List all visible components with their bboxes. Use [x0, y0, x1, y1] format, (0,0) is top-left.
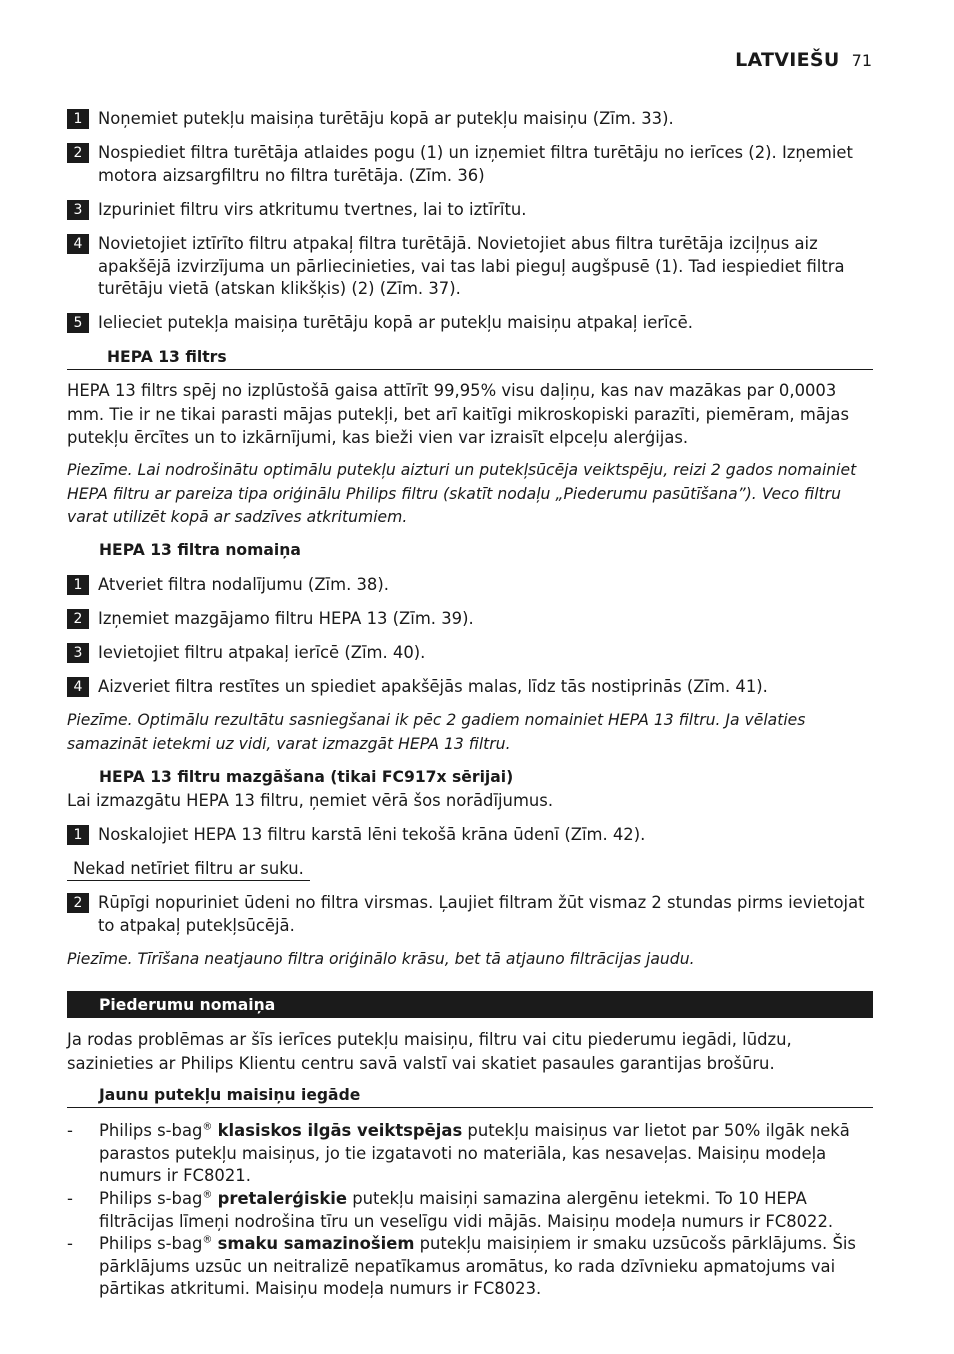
step-text: Novietojiet iztīrīto filtru atpakaļ filtra turētājā. Novietojiet abus filtra turētāja izciļņus aiz apakšējā izvirzījuma un pārliecinieties, vai tas labi pieguļ augšpusē (1). Tad iespiediet filtra turētāju vietā (atskan klikšķis) (2) (Zīm. 37).	[98, 234, 845, 298]
section-heading-replace: HEPA 13 filtra nomaiņa	[99, 541, 301, 559]
section-heading-bags: Jaunu putekļu maisiņu iegāde	[67, 1084, 873, 1108]
step-item	[67, 233, 873, 301]
step-number: 1	[67, 825, 89, 845]
step-item	[67, 676, 873, 699]
step-text: Ielieciet putekļa maisiņa turētāju kopā ar putekļu maisiņu atpakaļ ierīcē.	[98, 313, 693, 332]
step-text: Aizveriet filtra restītes un spiediet apakšējās malas, līdz tās nostiprinās (Zīm. 41).	[98, 677, 768, 696]
list-item	[67, 1233, 873, 1301]
page-number: 71	[851, 51, 872, 70]
step-item	[67, 642, 873, 665]
step-text: Noņemiet putekļu maisiņa turētāju kopā ar putekļu maisiņu (Zīm. 33).	[98, 109, 674, 128]
hepa-note: Piezīme. Lai nodrošinātu optimālu putekļu aizturi un putekļsūcēja veiktspēju, reizi 2 gados nomainiet HEPA filtru ar pareiza tipa oriģinālu Philips filtru (skatīt nodaļu „Piederumu pasūtīšana”). Veco filtru varat utilizēt kopā ar sadzīves atkritumiem.	[67, 461, 857, 526]
step-number: 2	[67, 143, 89, 163]
list-item-text: Philips s-bag® smaku samazinošiem putekļu maisiņiem ir smaku uzsūcošs pārklājums. Šis pārklājums uzsūc un neitralizē nepatīkamus aromātus, ko rada dzīvnieku apmatojums vai pārtikas atkritumi. Maisiņu modeļa numurs ir FC8023.	[99, 1234, 856, 1299]
wash-note: Piezīme. Tīrīšana neatjauno filtra oriģinālo krāsu, bet tā atjauno filtrācijas jaudu.	[67, 950, 695, 968]
list-item	[67, 1120, 873, 1188]
step-item	[67, 892, 873, 937]
hepa-description: HEPA 13 filtrs spēj no izplūstošā gaisa attīrīt 99,95% visu daļiņu, kas nav mazākas par 0,0003 mm. Tie ir ne tikai parasti mājas putekļi, bet arī kaitīgi mikroskopiski parazīti, piemēram, mājas putekļu ērcītes un to izkārnījumi, kas bieži vien var izraisīt elpceļu alerģijas.	[67, 381, 849, 447]
section-bar-accessories: Piederumu nomaiņa	[67, 991, 873, 1018]
warning-text: Nekad netīriet filtru ar suku.	[67, 858, 310, 881]
section-heading-hepa: HEPA 13 filtrs	[67, 346, 873, 370]
step-item	[67, 199, 873, 222]
step-number: 2	[67, 893, 89, 913]
step-text: Noskalojiet HEPA 13 filtru karstā lēni tekošā krāna ūdenī (Zīm. 42).	[98, 825, 646, 844]
step-text: Rūpīgi nopuriniet ūdeni no filtra virsmas. Ļaujiet filtram žūt vismaz 2 stundas pirms ievietojat to atpakaļ putekļsūcējā.	[98, 893, 865, 935]
step-number: 4	[67, 677, 89, 697]
step-number: 5	[67, 313, 89, 333]
list-item	[67, 1188, 873, 1233]
list-item-text: Philips s-bag® klasiskos ilgās veiktspējas putekļu maisiņus var lietot par 50% ilgāk nekā parastos putekļu maisiņus, jo tie izgatavoti no materiāla, kas nesaveļas. Maisiņu modeļa numurs ir FC8021.	[99, 1121, 850, 1186]
step-item	[67, 574, 873, 597]
step-number: 4	[67, 234, 89, 254]
step-item	[67, 312, 873, 335]
step-number: 3	[67, 643, 89, 663]
step-number: 1	[67, 575, 89, 595]
section-heading-wash: HEPA 13 filtru mazgāšana (tikai FC917x sērijai)	[99, 768, 514, 786]
page-header	[735, 49, 872, 71]
step-text: Nospiediet filtra turētāja atlaides pogu (1) un izņemiet filtra turētāju no ierīces (2). Izņemiet motora aizsargfiltru no filtra turētāja. (Zīm. 36)	[98, 143, 853, 185]
wash-intro: Lai izmazgātu HEPA 13 filtru, ņemiet vērā šos norādījumus.	[67, 791, 554, 810]
step-number: 3	[67, 200, 89, 220]
step-text: Atveriet filtra nodalījumu (Zīm. 38).	[98, 575, 389, 594]
accessories-description: Ja rodas problēmas ar šīs ierīces putekļu maisiņu, filtru vai citu piederumu iegādi, lūdzu, sazinieties ar Philips Klientu centru savā valstī vai skatiet pasaules garantijas brošūru.	[67, 1030, 792, 1073]
language-label: LATVIEŠU	[735, 49, 840, 71]
bullet-dash: -	[67, 1234, 73, 1253]
step-number: 2	[67, 609, 89, 629]
step-item	[67, 824, 873, 847]
bullet-dash: -	[67, 1121, 73, 1140]
step-item	[67, 108, 873, 131]
step-text: Ievietojiet filtru atpakaļ ierīcē (Zīm. 40).	[98, 643, 426, 662]
step-number: 1	[67, 109, 89, 129]
step-item	[67, 142, 873, 187]
list-item-text: Philips s-bag® pretalerģiskie putekļu maisiņi samazina alergēnu ietekmi. To 10 HEPA filtrācijas līmeņi nodrošina tīru un veselīgu vidi mājās. Maisiņu modeļa numurs ir FC8022.	[99, 1189, 834, 1231]
replace-note: Piezīme. Optimālu rezultātu sasniegšanai ik pēc 2 gadiem nomainiet HEPA 13 filtru. Ja vēlaties samazināt ietekmi uz vidi, varat izmazgāt HEPA 13 filtru.	[67, 711, 806, 753]
bullet-dash: -	[67, 1189, 73, 1208]
step-text: Izņemiet mazgājamo filtru HEPA 13 (Zīm. 39).	[98, 609, 474, 628]
step-text: Izpuriniet filtru virs atkritumu tvertnes, lai to iztīrītu.	[98, 200, 527, 219]
step-item	[67, 608, 873, 631]
